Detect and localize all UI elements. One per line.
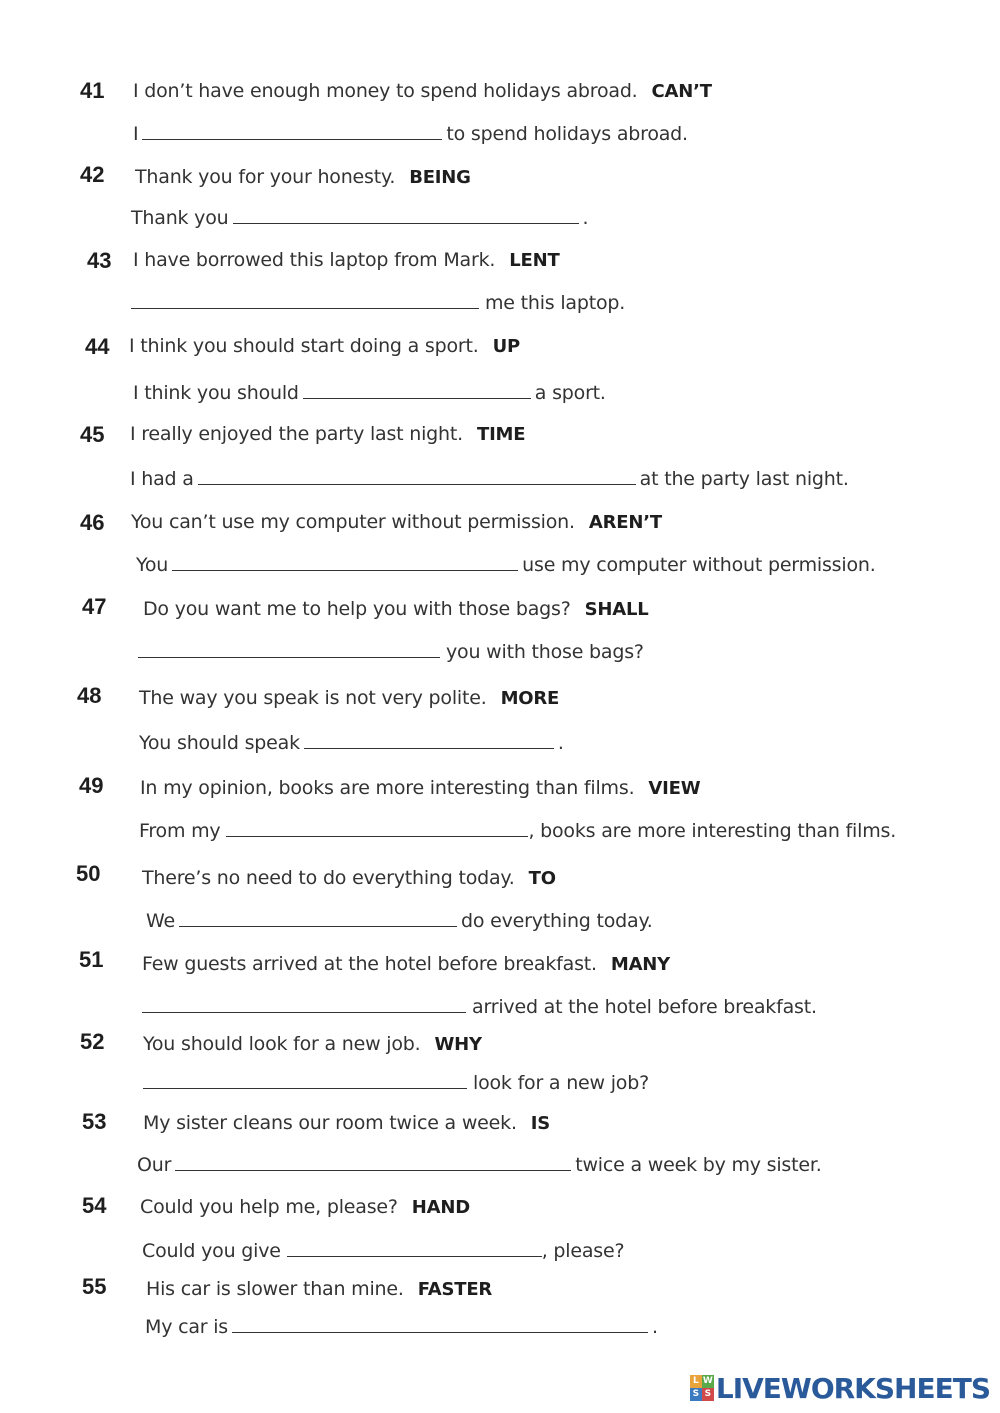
- answer-line: Thank you .: [131, 207, 589, 229]
- prompt-sentence: I think you should start doing a sport. UP: [129, 335, 521, 357]
- liveworksheets-logo[interactable]: [690, 1371, 990, 1405]
- answer-line: you with those bags?: [138, 639, 644, 663]
- keyword: TIME: [476, 424, 526, 445]
- answer-blank[interactable]: [142, 121, 442, 140]
- answer-line: look for a new job?: [143, 1070, 649, 1094]
- answer-line: I had a at the party last night.: [130, 468, 849, 490]
- prompt-sentence: The way you speak is not very polite. MORE: [139, 687, 560, 709]
- keyword: IS: [530, 1113, 551, 1134]
- prompt-sentence: My sister cleans our room twice a week. IS: [143, 1112, 551, 1134]
- answer-line: You use my computer without permission.: [136, 554, 876, 576]
- question-number: 46: [80, 510, 105, 535]
- answer-line: My car is .: [145, 1316, 658, 1338]
- question-number: 55: [82, 1274, 107, 1299]
- prompt-sentence: I have borrowed this laptop from Mark. LENT: [133, 249, 560, 271]
- answer-line: Could you give , please?: [142, 1240, 625, 1262]
- question-number: 52: [80, 1029, 105, 1054]
- answer-line: I to spend holidays abroad.: [133, 123, 688, 145]
- prompt-sentence: His car is slower than mine. FASTER: [146, 1278, 493, 1300]
- answer-blank[interactable]: [143, 1070, 467, 1089]
- question-number: 48: [77, 683, 102, 708]
- answer-line: I think you should a sport.: [133, 382, 606, 404]
- keyword: HAND: [411, 1197, 470, 1218]
- answer-line: arrived at the hotel before breakfast.: [142, 994, 817, 1018]
- keyword: BEING: [409, 167, 471, 188]
- answer-blank[interactable]: [175, 1152, 571, 1171]
- keyword: CAN’T: [651, 81, 712, 102]
- prompt-sentence: There’s no need to do everything today. TO: [142, 867, 556, 889]
- question-number: 51: [79, 947, 104, 972]
- prompt-sentence: I don’t have enough money to spend holidays abroad. CAN’T: [133, 80, 712, 102]
- answer-blank[interactable]: [304, 730, 554, 749]
- prompt-sentence: I really enjoyed the party last night. TIME: [130, 423, 526, 445]
- liveworksheets-logo-icon: L W S S: [690, 1375, 714, 1401]
- keyword: LENT: [509, 250, 560, 271]
- keyword: FASTER: [417, 1279, 493, 1300]
- question-number: 41: [80, 78, 105, 103]
- keyword: SHALL: [584, 599, 649, 620]
- answer-line: me this laptop.: [131, 290, 625, 314]
- keyword: AREN’T: [588, 512, 662, 533]
- question-number: 49: [79, 773, 104, 798]
- keyword: MORE: [500, 688, 560, 709]
- prompt-sentence: Could you help me, please? HAND: [140, 1196, 470, 1218]
- answer-blank[interactable]: [233, 205, 579, 224]
- keyword: MANY: [610, 954, 671, 975]
- question-number: 44: [85, 334, 110, 359]
- prompt-sentence: In my opinion, books are more interesting than films. VIEW: [140, 777, 701, 799]
- answer-blank[interactable]: [232, 1314, 648, 1333]
- answer-blank[interactable]: [142, 994, 466, 1013]
- answer-line: You should speak .: [139, 732, 564, 754]
- prompt-sentence: Thank you for your honesty. BEING: [135, 166, 471, 188]
- prompt-sentence: Few guests arrived at the hotel before breakfast. MANY: [142, 953, 671, 975]
- prompt-sentence: You can’t use my computer without permission. AREN’T: [131, 511, 662, 533]
- answer-blank[interactable]: [198, 466, 636, 485]
- answer-blank[interactable]: [131, 290, 479, 309]
- answer-line: From my , books are more interesting than films.: [139, 820, 897, 842]
- answer-blank[interactable]: [138, 639, 440, 658]
- keyword: TO: [528, 868, 556, 889]
- keyword: WHY: [434, 1034, 482, 1055]
- prompt-sentence: You should look for a new job. WHY: [143, 1033, 482, 1055]
- prompt-sentence: Do you want me to help you with those bags? SHALL: [143, 598, 649, 620]
- answer-blank[interactable]: [226, 818, 528, 837]
- answer-blank[interactable]: [287, 1238, 542, 1257]
- answer-line: We do everything today.: [146, 910, 653, 932]
- question-number: 53: [82, 1109, 107, 1134]
- question-number: 47: [82, 594, 107, 619]
- answer-blank[interactable]: [179, 908, 457, 927]
- answer-line: Our twice a week by my sister.: [137, 1154, 822, 1176]
- question-number: 54: [82, 1193, 107, 1218]
- question-number: 50: [76, 861, 101, 886]
- logo-text: LIVEWORKSHEETS: [715, 1371, 990, 1405]
- answer-blank[interactable]: [303, 380, 531, 399]
- keyword: VIEW: [648, 778, 701, 799]
- keyword: UP: [492, 336, 521, 357]
- question-number: 45: [80, 422, 105, 447]
- question-number: 43: [87, 248, 112, 273]
- answer-blank[interactable]: [172, 552, 518, 571]
- question-number: 42: [80, 162, 105, 187]
